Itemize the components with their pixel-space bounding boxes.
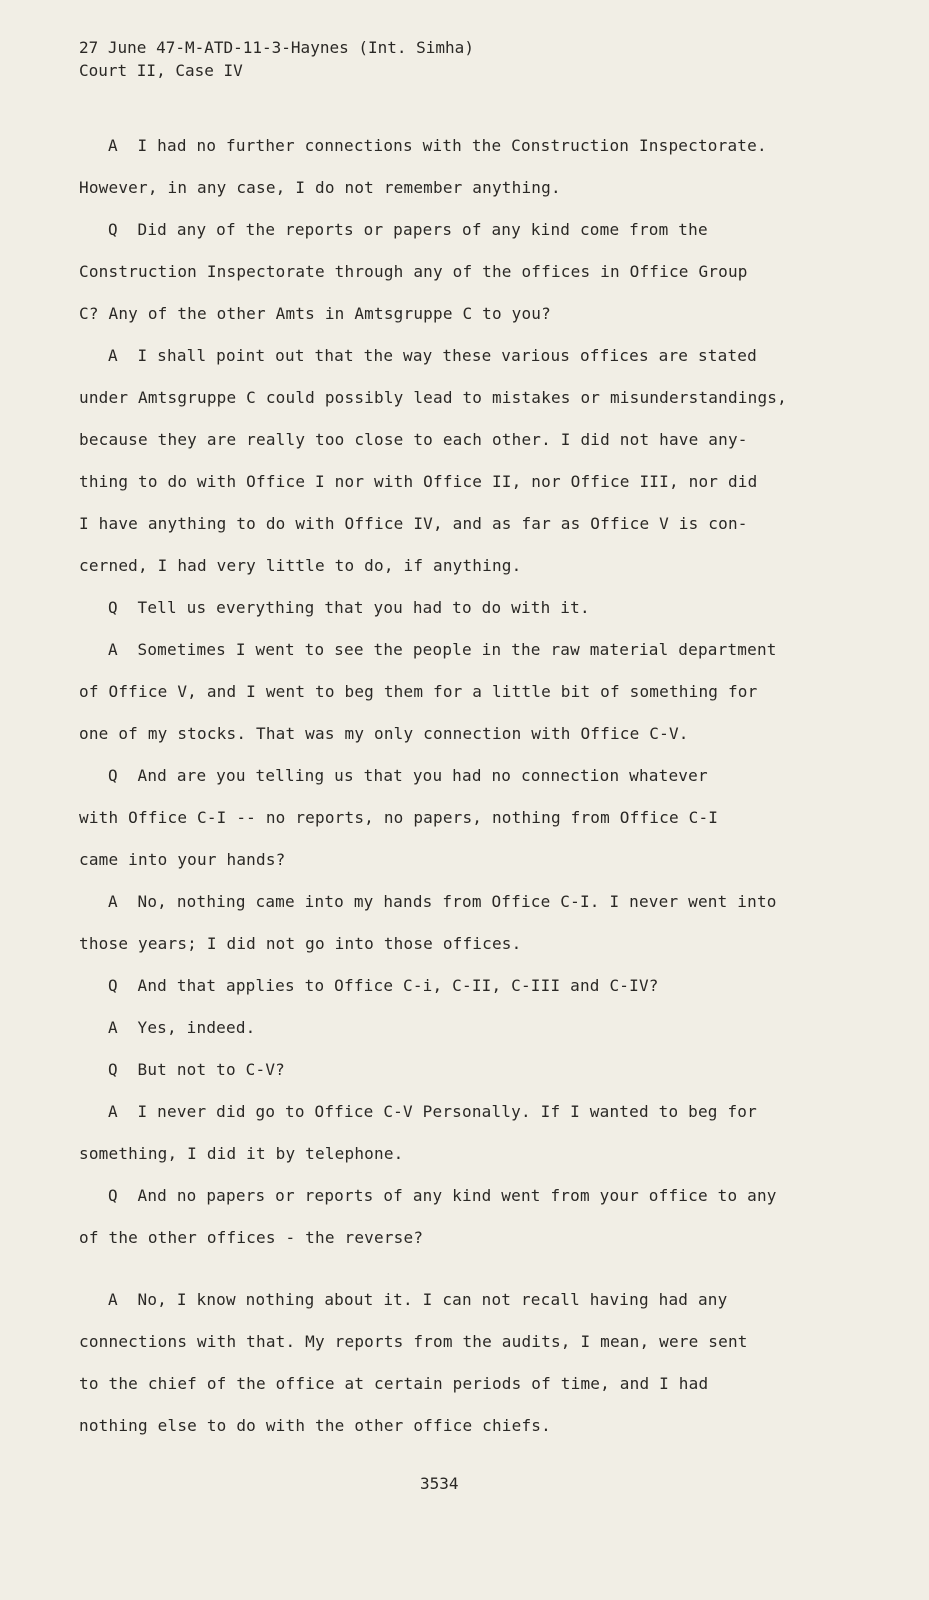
transcript-line: Q And that applies to Office C-i, C-II, C-III and C-IV? [108,976,659,995]
transcript-line: Q Tell us everything that you had to do with it. [108,598,590,617]
transcript-line: of Office V, and I went to beg them for a little bit of something for [79,682,758,701]
document-header [79,36,474,82]
transcript-line: to the chief of the office at certain periods of time, and I had [79,1374,709,1393]
transcript-line: something, I did it by telephone. [79,1144,404,1163]
transcript-line: Q And are you telling us that you had no connection whatever [108,766,708,785]
transcript-line: connections with that. My reports from the audits, I mean, were sent [79,1332,748,1351]
transcript-line: of the other offices - the reverse? [79,1228,424,1247]
transcript-line: with Office C-I -- no reports, no papers, nothing from Office C-I [79,808,719,827]
transcript-line: those years; I did not go into those offices. [79,934,522,953]
transcript-line: because they are really too close to each other. I did not have any- [79,430,748,449]
transcript-line: A No, I know nothing about it. I can not recall having had any [108,1290,728,1309]
transcript-line: I have anything to do with Office IV, and as far as Office V is con- [79,514,748,533]
transcript-line: cerned, I had very little to do, if anything. [79,556,522,575]
header-line-date-reference: 27 June 47-M-ATD-11-3-Haynes (Int. Simha) [79,38,474,57]
transcript-line: came into your hands? [79,850,286,869]
transcript-line: Construction Inspectorate through any of the offices in Office Group [79,262,748,281]
transcript-line: thing to do with Office I nor with Office II, nor Office III, nor did [79,472,758,491]
transcript-line: However, in any case, I do not remember anything. [79,178,561,197]
header-line-court-case: Court II, Case IV [79,61,243,80]
transcript-line: A I had no further connections with the Construction Inspectorate. [108,136,767,155]
transcript-line: A I never did go to Office C-V Personally. If I wanted to beg for [108,1102,757,1121]
transcript-line: C? Any of the other Amts in Amtsgruppe C to you? [79,304,551,323]
transcript-line: A Sometimes I went to see the people in the raw material department [108,640,777,659]
transcript-line: nothing else to do with the other office chiefs. [79,1416,551,1435]
transcript-line: Q But not to C-V? [108,1060,285,1079]
transcript-line: Q And no papers or reports of any kind went from your office to any [108,1186,777,1205]
page-number: 3534 [420,1474,459,1493]
transcript-line: under Amtsgruppe C could possibly lead to mistakes or misunderstandings, [79,388,787,407]
transcript-line: one of my stocks. That was my only connection with Office C-V. [79,724,689,743]
transcript-line: A I shall point out that the way these various offices are stated [108,346,757,365]
transcript-line: A Yes, indeed. [108,1018,256,1037]
transcript-line: Q Did any of the reports or papers of any kind come from the [108,220,708,239]
transcript-line: A No, nothing came into my hands from Office C-I. I never went into [108,892,777,911]
